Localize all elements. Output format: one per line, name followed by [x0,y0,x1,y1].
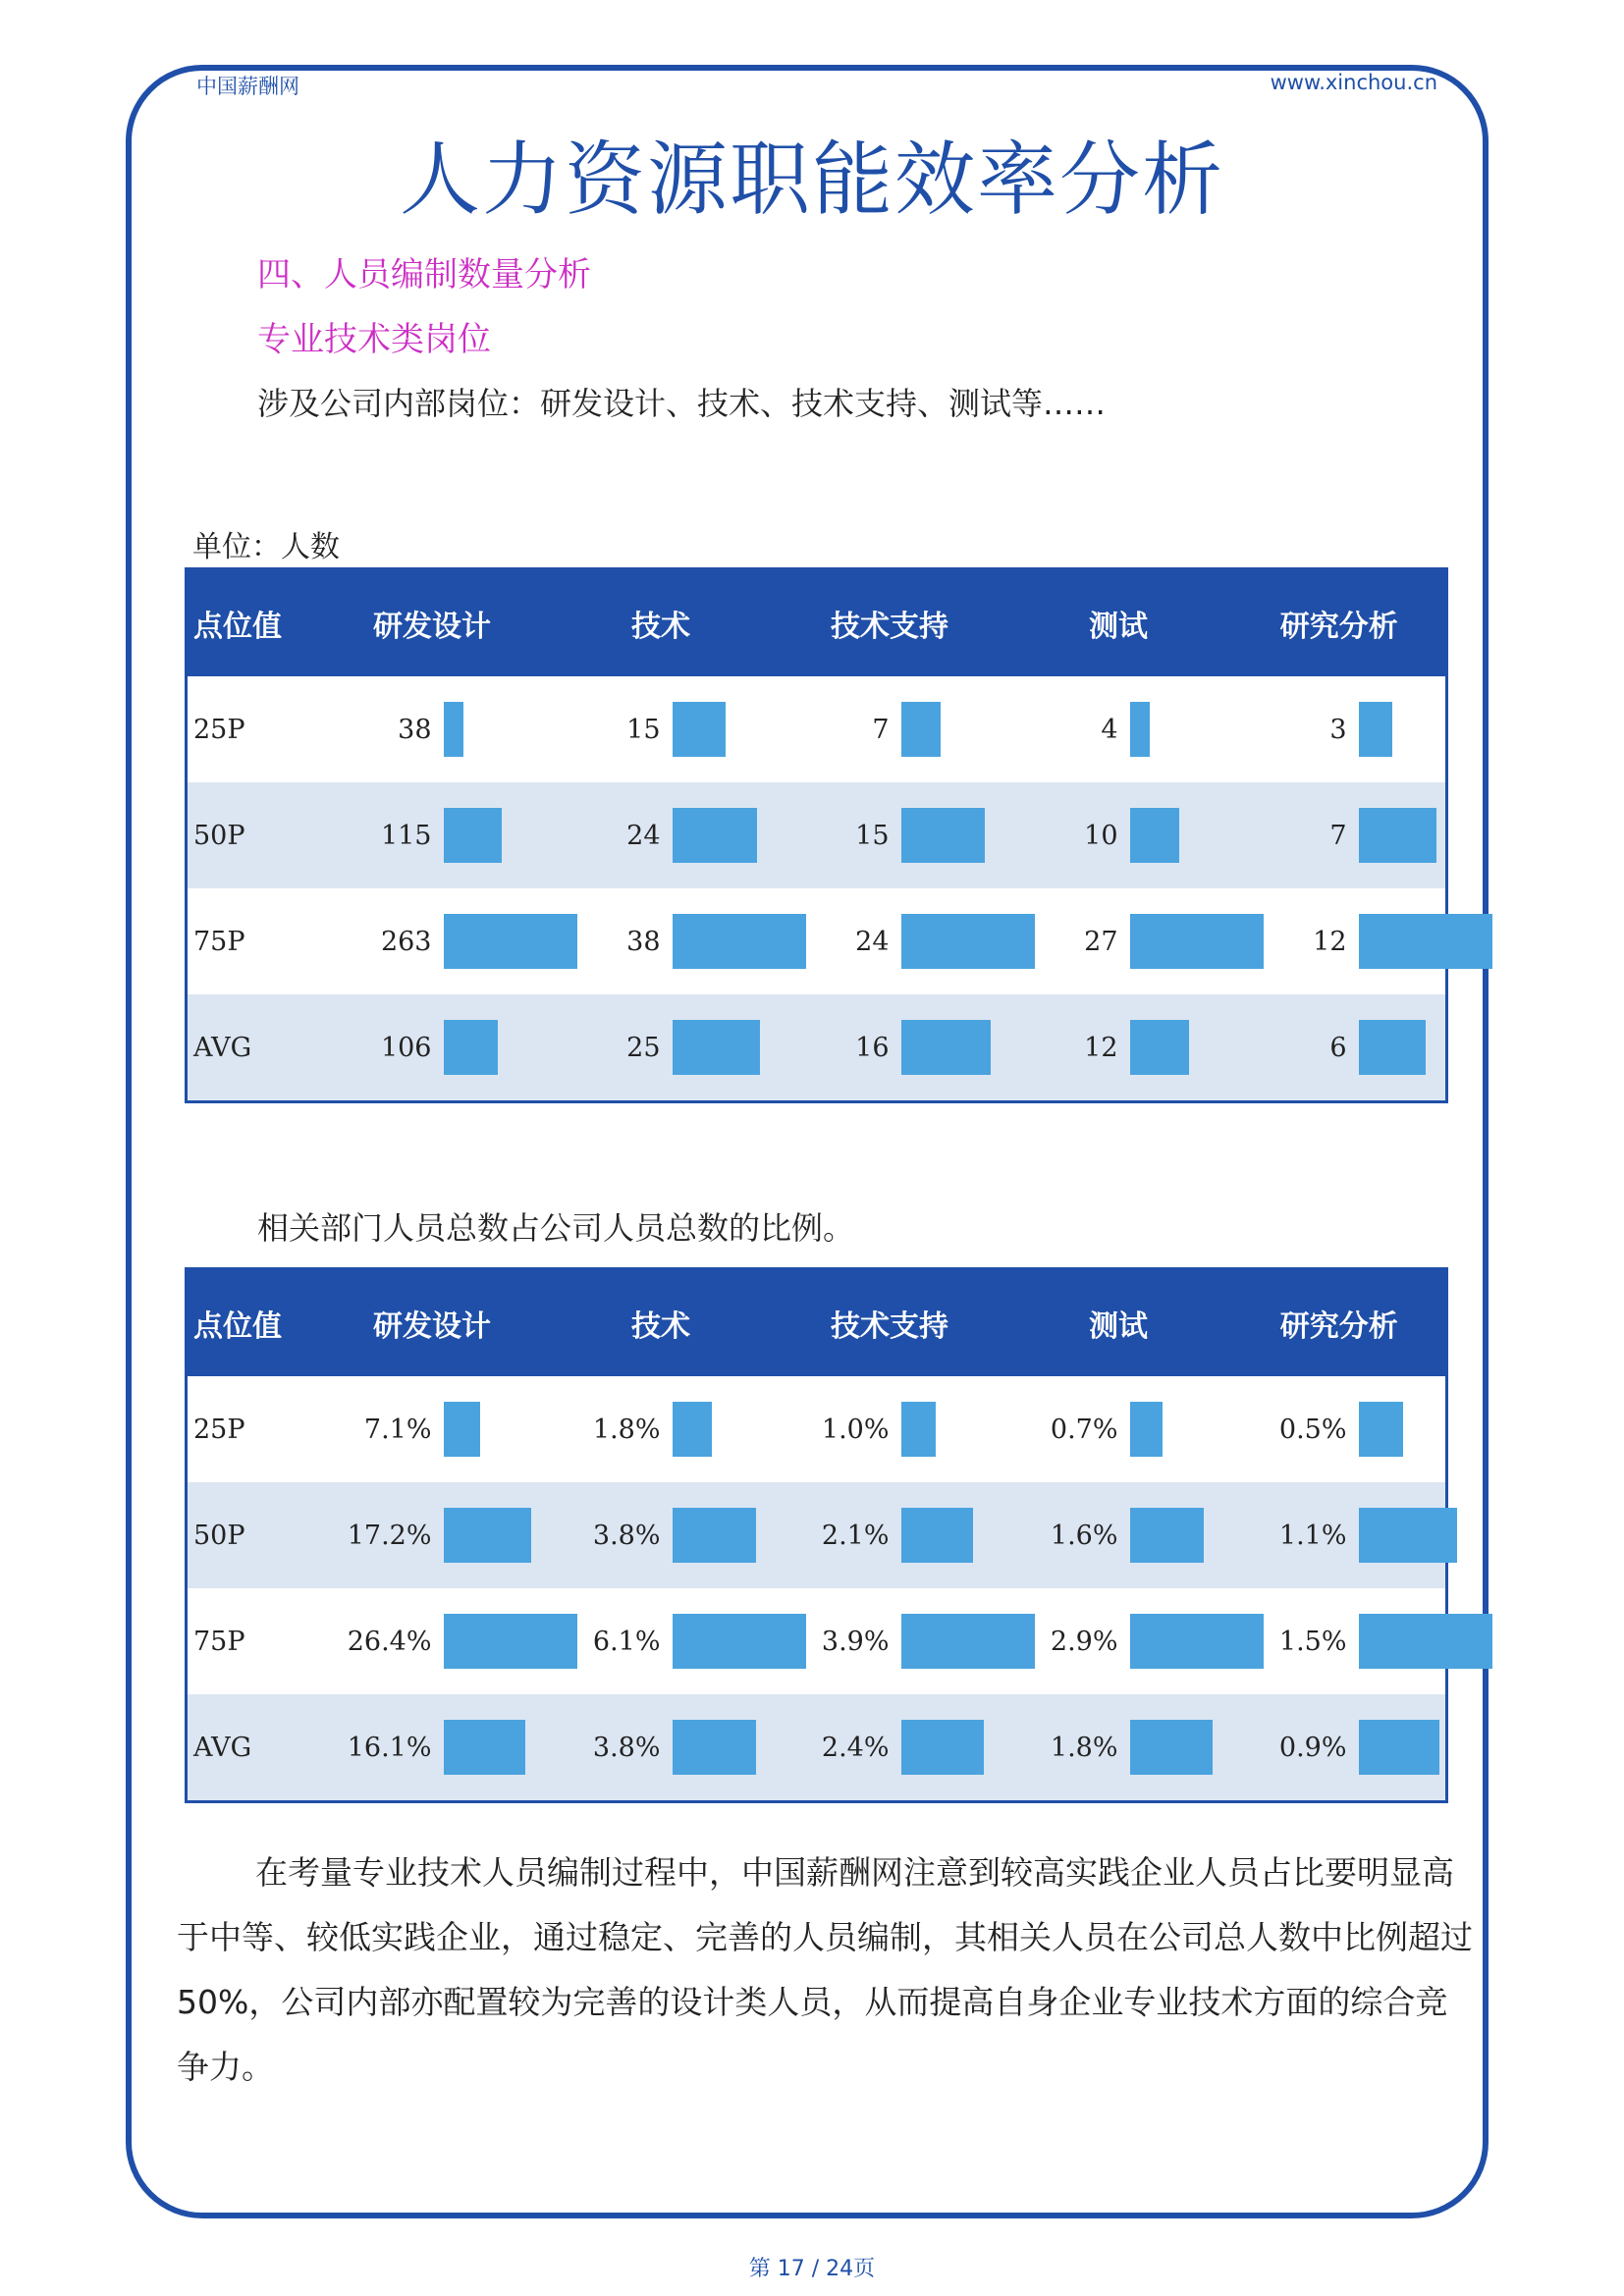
data-bar [901,914,1035,969]
cell-value: 6.1% [592,1626,661,1657]
data-bar [673,914,806,969]
data-bar [673,1614,806,1669]
data-cell [547,888,776,994]
cell-value: 3.8% [592,1732,661,1763]
data-cell [1004,676,1233,782]
data-bar [901,1720,984,1775]
data-cell [1004,994,1233,1102]
cell-value: 1.8% [1050,1732,1118,1763]
data-cell [776,994,1004,1102]
cell-value: 24 [855,926,890,957]
data-cell [1004,1482,1233,1588]
data-bar [1359,1720,1439,1775]
page-title: 人力资源职能效率分析 [399,133,1224,227]
data-cell [318,782,547,888]
data-cell [1233,782,1447,888]
cell-value: 0.9% [1278,1732,1347,1763]
data-bar [1359,702,1392,757]
data-cell [318,1694,547,1802]
data-bar [1130,1614,1264,1669]
cell-value: 263 [380,926,432,957]
table-row [187,994,1447,1102]
data-bar [444,1720,525,1775]
data-cell [547,994,776,1102]
column-header: 点位值 [187,569,318,677]
cell-value: 12 [1313,926,1347,957]
cell-value: 1.6% [1050,1520,1118,1551]
column-header: 技术 [547,569,776,677]
column-header: 测试 [1004,1269,1233,1377]
data-cell [547,1376,776,1482]
data-cell [1233,1376,1447,1482]
data-bar [901,1614,1035,1669]
cell-value: 27 [1084,926,1118,957]
data-bar [1359,808,1436,863]
data-bar [1130,808,1179,863]
sub-heading: 专业技术类岗位 [257,320,491,359]
table-row [187,782,1447,888]
data-cell [776,676,1004,782]
data-bar [444,1020,498,1075]
row-label: 25P [193,1414,245,1445]
data-cell [776,888,1004,994]
column-header: 技术支持 [776,569,1004,677]
cell-value: 106 [380,1032,432,1063]
data-bar [1130,702,1150,757]
data-bar [1130,1508,1204,1563]
data-cell [776,1694,1004,1802]
cell-value: 24 [626,820,661,851]
cell-value: 1.5% [1278,1626,1347,1657]
data-cell [547,782,776,888]
cell-value: 7.1% [363,1414,432,1445]
column-header: 测试 [1004,569,1233,677]
data-cell [1233,888,1447,994]
data-bar [673,1020,760,1075]
table-row [187,1482,1447,1588]
table-row [187,676,1447,782]
data-cell [318,1482,547,1588]
column-header: 技术支持 [776,1269,1004,1377]
cell-value: 38 [398,714,432,745]
data-cell [318,994,547,1102]
cell-value: 7 [872,714,890,745]
data-cell [1233,1694,1447,1802]
data-cell [547,1482,776,1588]
cell-value: 12 [1084,1032,1118,1063]
data-bar [444,914,577,969]
page-number: 第 17 / 24页 [748,2257,876,2281]
data-bar [673,1402,712,1457]
cell-value: 16.1% [347,1732,432,1763]
table-header-row [187,1269,1447,1377]
data-bar [673,1508,756,1563]
data-cell [547,676,776,782]
cell-value: 16 [855,1032,890,1063]
ratio-table [185,1267,1448,1803]
data-bar [444,1614,577,1669]
data-bar [1359,1020,1426,1075]
data-bar [444,702,463,757]
row-label: 50P [187,782,318,888]
cell-value: 2.4% [821,1732,890,1763]
data-cell [318,888,547,994]
data-cell [1233,994,1447,1102]
data-bar [444,1508,531,1563]
column-header: 研究分析 [1233,569,1447,677]
data-cell [776,1482,1004,1588]
table-row [187,1376,1447,1482]
data-cell [1233,1482,1447,1588]
data-bar [673,1720,756,1775]
data-cell [318,1588,547,1694]
data-bar [901,702,941,757]
data-bar [673,808,757,863]
data-bar [1359,1614,1492,1669]
cell-value: 0.5% [1278,1414,1347,1445]
data-bar [1359,1508,1457,1563]
ratio-intro-text: 相关部门人员总数占公司人员总数的比例。 [257,1209,855,1247]
cell-value: 1.1% [1278,1520,1347,1551]
cell-value: 2.1% [821,1520,890,1551]
cell-value: 38 [626,926,661,957]
table-row [187,1694,1447,1802]
cell-value: 0.7% [1050,1414,1118,1445]
cell-value: 115 [380,820,432,851]
data-cell [1004,782,1233,888]
data-cell [1233,1588,1447,1694]
cell-value: 17.2% [347,1520,432,1551]
cell-value: 3.9% [821,1626,890,1657]
row-label: AVG [187,1694,318,1802]
data-bar [1359,1402,1403,1457]
data-bar [901,1508,973,1563]
headcount-table [185,567,1448,1103]
data-bar [901,808,985,863]
cell-value: 26.4% [347,1626,432,1657]
row-label: 25P [193,714,245,745]
cell-value: 25 [626,1032,661,1063]
table-row [187,888,1447,994]
data-cell [1004,1376,1233,1482]
cell-value: 6 [1329,1032,1347,1063]
data-cell [776,1588,1004,1694]
column-header: 研发设计 [318,569,547,677]
data-cell [1004,1588,1233,1694]
data-cell [1004,888,1233,994]
cell-value: 1.0% [821,1414,890,1445]
cell-value: 1.8% [592,1414,661,1445]
data-bar [444,808,502,863]
row-label: 75P [193,926,245,957]
cell-value: 7 [1329,820,1347,851]
intro-text: 涉及公司内部岗位：研发设计、技术、技术支持、测试等…… [257,385,1107,422]
data-cell [1004,1694,1233,1802]
unit-label: 单位：人数 [192,530,340,564]
cell-value: 3 [1329,714,1347,745]
data-bar [901,1020,991,1075]
data-bar [1130,1402,1163,1457]
row-label: 50P [187,1482,318,1588]
row-label: AVG [187,994,318,1102]
data-cell [318,1376,547,1482]
column-header: 研究分析 [1233,1269,1447,1377]
data-bar [1130,1020,1189,1075]
data-cell [547,1588,776,1694]
header-site-url[interactable]: www.xinchou.cn [1270,71,1437,94]
section-heading: 四、人员编制数量分析 [257,255,591,294]
table-row [187,1588,1447,1694]
data-bar [901,1402,936,1457]
table-header-row [187,569,1447,677]
cell-value: 15 [626,714,661,745]
cell-value: 4 [1101,714,1118,745]
data-bar [1130,914,1264,969]
column-header: 技术 [547,1269,776,1377]
data-bar [444,1402,480,1457]
row-label: 75P [193,1626,245,1657]
cell-value: 3.8% [592,1520,661,1551]
data-cell [318,676,547,782]
data-cell [776,1376,1004,1482]
data-cell [776,782,1004,888]
data-cell [1233,676,1447,782]
column-header: 点位值 [187,1269,318,1377]
data-bar [673,702,726,757]
data-bar [1130,1720,1213,1775]
column-header: 研发设计 [318,1269,547,1377]
cell-value: 2.9% [1050,1626,1118,1657]
header-site-name: 中国薪酬网 [196,75,299,98]
conclusion-paragraph: 在考量专业技术人员编制过程中，中国薪酬网注意到较高实践企业人员占比要明显高于中等、较低实践企业，通过稳定、完善的人员编制，其相关人员在公司总人数中比例超过50%，公司内部亦配置较为完善的设计类人员，从而提高自身企业专业技术方面的综合竞争力。 [177,1853,1473,2086]
data-bar [1359,914,1492,969]
data-cell [547,1694,776,1802]
cell-value: 15 [855,820,890,851]
cell-value: 10 [1084,820,1118,851]
